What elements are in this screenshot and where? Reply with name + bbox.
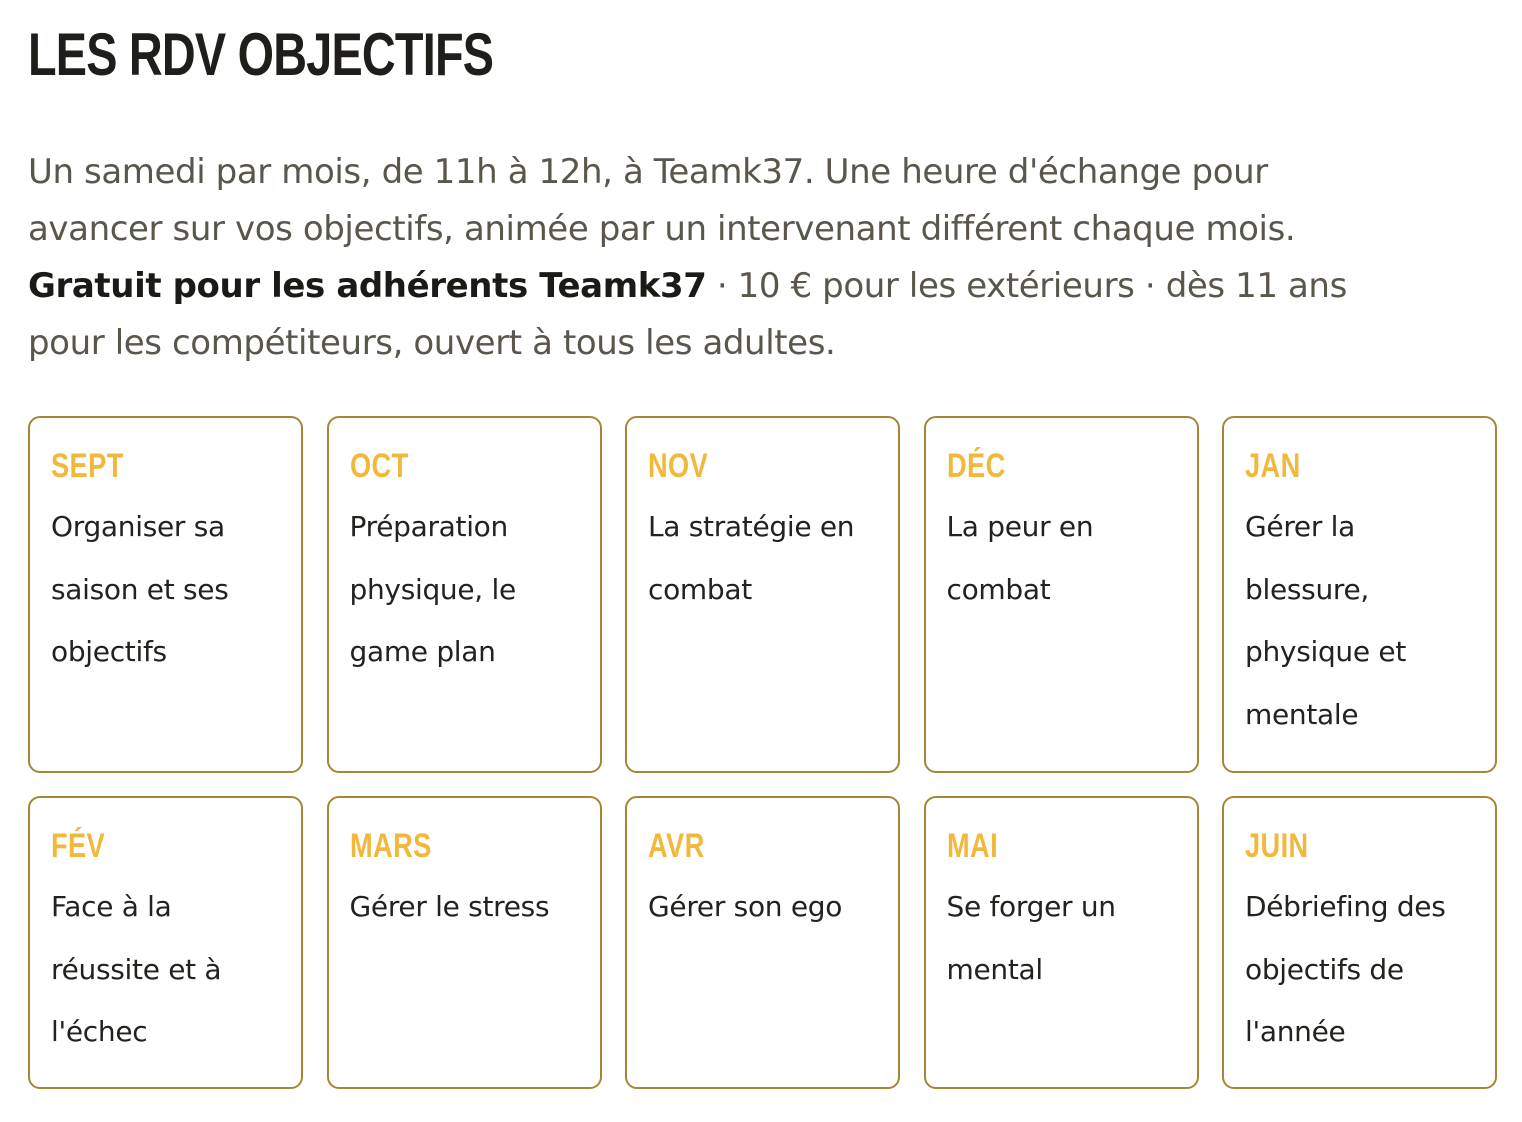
intro-text: Un samedi par mois, de 11h à 12h, à Teamk37. Une heure d'échange pour avancer sur vos objectifs, animée par un intervenant différent chaque mois. [28,152,1296,249]
session-card-sept [28,416,303,773]
session-month: OCT [349,447,409,485]
session-card-juin [1222,796,1497,1089]
session-month: MARS [349,827,432,865]
session-topic: Gérer la blessure, physique et mentale [1245,510,1407,731]
page-title: LES RDV OBJECTIFS [28,21,494,88]
session-topic: Gérer le stress [349,890,550,923]
session-card-dec [924,416,1199,773]
session-month: JAN [1245,447,1301,485]
session-card-mai [924,796,1199,1089]
session-month: AVR [648,827,705,865]
sessions-grid [28,416,1498,1089]
session-card-nov [625,416,900,773]
session-topic: La peur en combat [946,510,1094,606]
session-card-jan [1222,416,1497,773]
session-topic: Se forger un mental [946,890,1116,986]
session-topic: Face à la réussite et à l'échec [51,890,222,1048]
session-month: NOV [648,447,709,485]
session-card-oct [327,416,602,773]
session-topic: Préparation physique, le game plan [349,510,516,668]
session-topic: Gérer son ego [648,890,843,923]
session-month: DÉC [946,447,1006,485]
session-topic: La stratégie en combat [648,510,855,606]
intro-highlight: Gratuit pour les adhérents Teamk37 [28,266,707,306]
session-month: FÉV [51,827,106,865]
session-card-avr [625,796,900,1089]
session-card-mars [327,796,602,1089]
session-month: JUIN [1245,827,1309,865]
session-topic: Organiser sa saison et ses objectifs [51,510,229,668]
session-month: SEPT [51,447,124,485]
session-topic: Débriefing des objectifs de l'année [1245,890,1446,1048]
intro-paragraph [28,144,1388,372]
intro-pricing-text: · 10 € pour les extérieurs · dès 11 ans pour les compétiteurs, ouvert à tous les adultes. [28,266,1347,363]
session-month: MAI [946,827,998,865]
session-card-fev [28,796,303,1089]
